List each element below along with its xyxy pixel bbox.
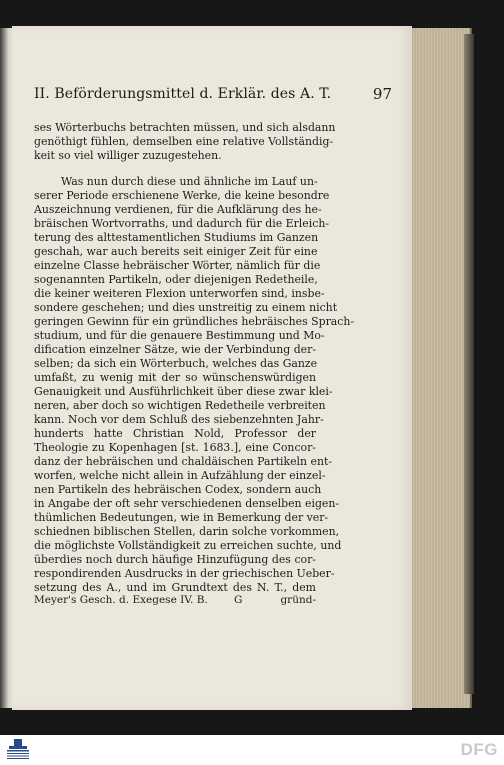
- text-line: bräischen Wortvorraths, und dadurch für die Erleich-: [34, 217, 330, 230]
- viewer-bottom-bar: [0, 735, 504, 765]
- text-line: schiednen biblischen Stellen, darin solche vorkommen,: [34, 525, 340, 538]
- text-line: geringen Gewinn für ein gründliches hebräisches Sprach-: [34, 315, 355, 328]
- catchword: gründ-: [280, 594, 316, 606]
- dfg-logo: DFG: [460, 740, 498, 759]
- sheet-mark: G: [234, 594, 243, 606]
- text-line: sondere geschehen; und dies unstreitig zu einem nicht: [34, 301, 338, 314]
- text-line: Auszeichnung verdienen, für die Aufklärung des he-: [34, 203, 322, 216]
- text-line: kann. Noch vor dem Schluß des siebenzehnten Jahr-: [34, 413, 324, 426]
- text-line: Theologie zu Kopenhagen [st. 1683.], eine Concor-: [34, 441, 316, 454]
- text-line: thümlichen Bedeutungen, wie in Bemerkung der ver-: [34, 511, 329, 524]
- page-footer: [34, 594, 316, 609]
- text-line: respondirenden Ausdrucks in der griechischen Ueber-: [34, 567, 335, 580]
- text-line: dification einzelner Sätze, wie der Verbindung der-: [34, 343, 316, 356]
- text-line: geschah, war auch bereits seit einiger Zeit für eine: [34, 245, 318, 258]
- text-line: serer Periode erschienene Werke, die keine besondre: [34, 189, 330, 202]
- text-line: keit so viel williger zuzugestehen.: [34, 149, 222, 162]
- text-line: in Angabe der oft sehr verschiedenen denselben eigen-: [34, 497, 340, 510]
- text-line: sogenannten Partikeln, oder diejenigen Redetheile,: [34, 273, 318, 286]
- text-line: worfen, welche nicht allein in Aufzählung der einzel-: [34, 469, 326, 482]
- text-line: studium, und für die genauere Bestimmung und Mo-: [34, 329, 325, 342]
- running-title: II. Beförderungsmittel d. Erklär. des A. T.: [34, 86, 332, 102]
- text-line: terung des alttestamentlichen Studiums im Ganzen: [34, 231, 319, 244]
- text-line: ses Wörterbuchs betrachten müssen, und sich alsdann: [34, 121, 336, 134]
- library-logo-icon: [5, 738, 31, 762]
- signature-line: Meyer's Gesch. d. Exegese IV. B.: [34, 594, 208, 606]
- text-line: danz der hebräischen und chaldäischen Partikeln ent-: [34, 455, 333, 468]
- text-line: einzelne Classe hebräischer Wörter, nämlich für die: [34, 259, 321, 272]
- text-line: die keiner weiteren Flexion unterworfen sind, insbe-: [34, 287, 325, 300]
- text-line: Genauigkeit und Ausführlichkeit über diese zwar klei-: [34, 385, 333, 398]
- text-line: setzung des A., und im Grundtext des N. T., dem: [34, 581, 316, 594]
- text-line: überdies noch durch häufige Hinzufügung des cor-: [34, 553, 316, 566]
- text-line: Was nun durch diese und ähnliche im Lauf un-: [61, 175, 318, 188]
- running-header: [34, 86, 392, 108]
- book-page-edges: [404, 28, 472, 708]
- text-line: genöthigt fühlen, demselben eine relative Vollständig-: [34, 135, 334, 148]
- text-line: selben; da sich ein Wörterbuch, welches das Ganze: [34, 357, 318, 370]
- text-line: die möglichste Vollständigkeit zu erreichen suchte, und: [34, 539, 342, 552]
- text-line: nen Partikeln des hebräischen Codex, sondern auch: [34, 483, 322, 496]
- page-number: 97: [372, 85, 392, 103]
- text-line: hunderts hatte Christian Nold, Professor der: [34, 427, 316, 440]
- text-line: umfaßt, zu wenig mit der so wünschenswürdigen: [34, 371, 316, 384]
- text-line: neren, aber doch so wichtigen Redetheile verbreiten: [34, 399, 326, 412]
